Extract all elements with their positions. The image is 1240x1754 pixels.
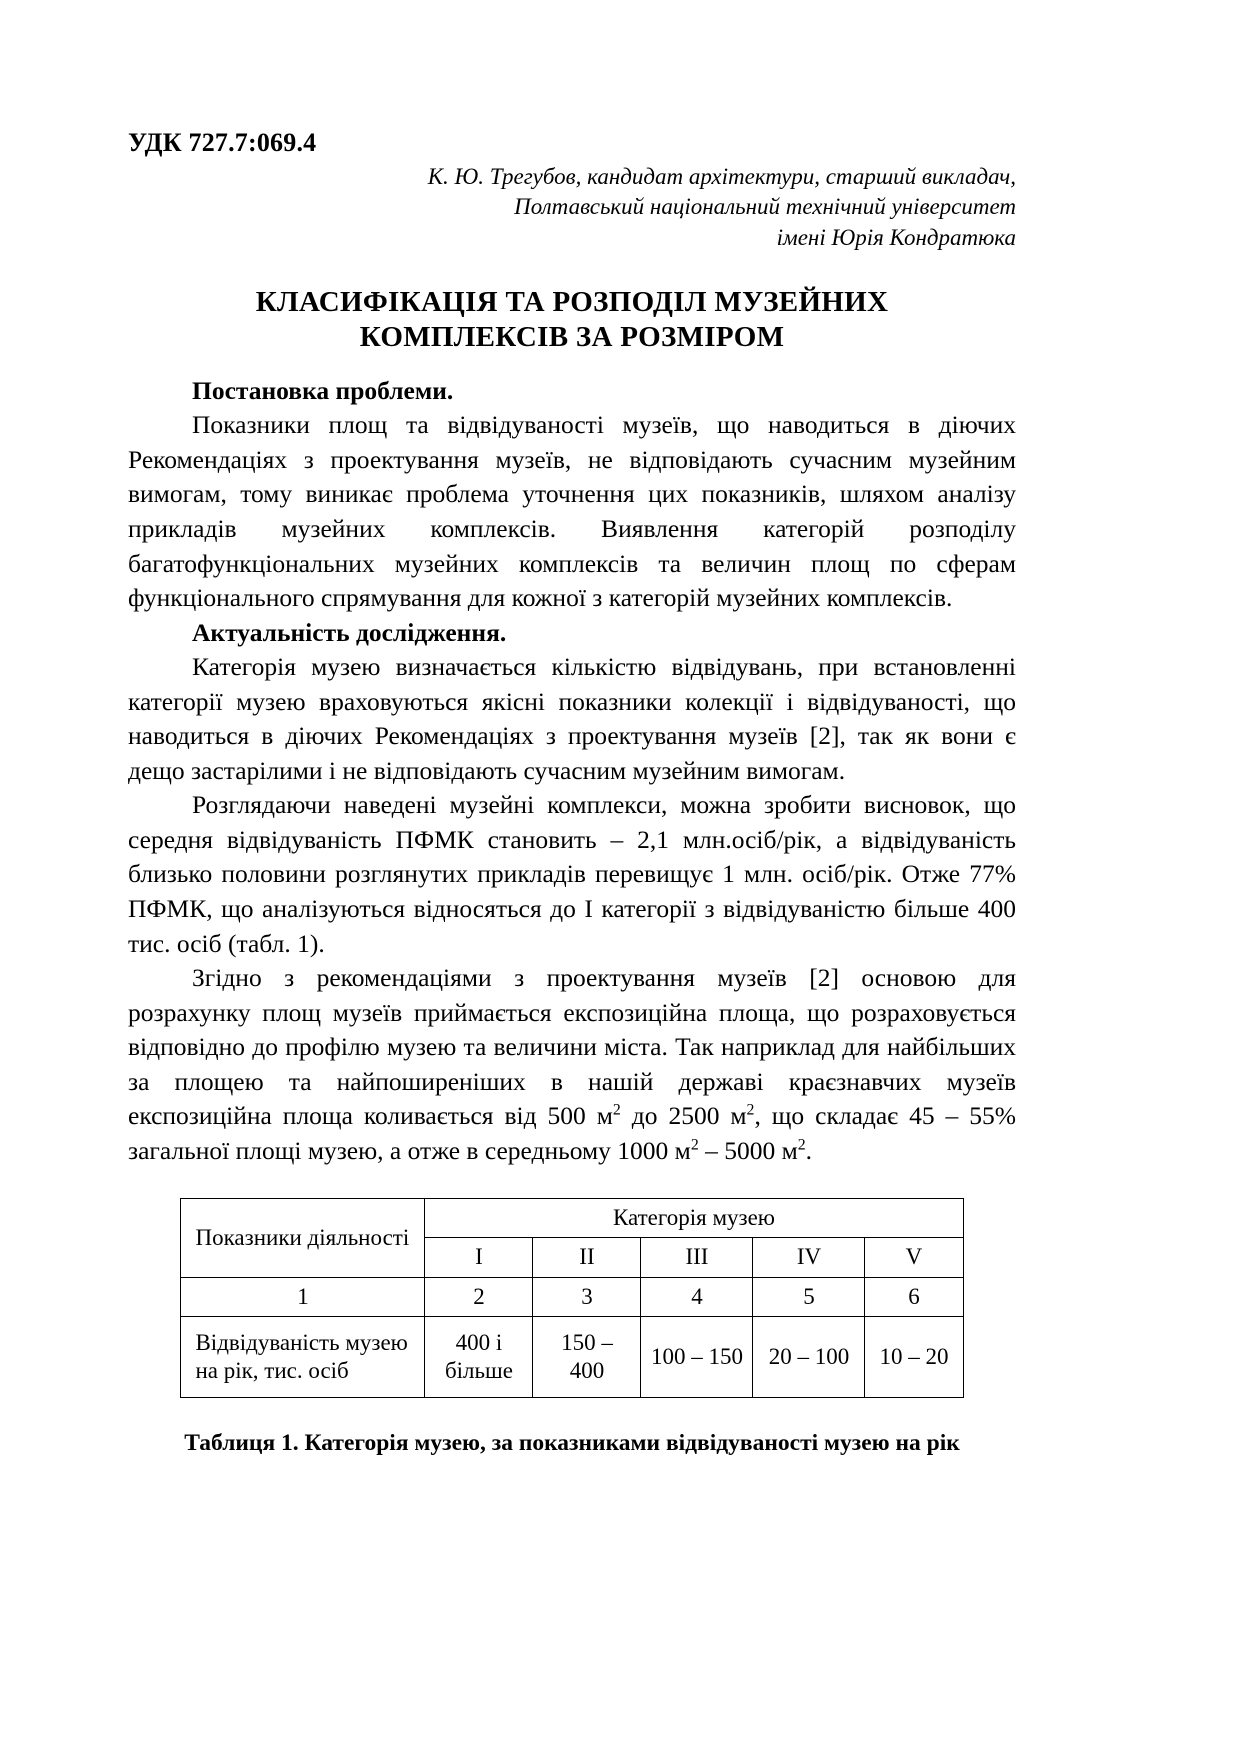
- udc-code: УДК 727.7:069.4: [128, 128, 317, 157]
- areas-superscript-4: 2: [797, 1136, 806, 1154]
- table-cell-number-5: 5: [753, 1277, 865, 1316]
- author-line-1: К. Ю. Трегубов, кандидат архітектури, старший викладач,: [427, 164, 1016, 189]
- areas-superscript-1: 2: [612, 1101, 621, 1119]
- table-cell-number-1: 1: [181, 1277, 425, 1316]
- areas-text-part-1: Згідно з рекомендаціями з проектування музеїв [2] основою для розрахунку площ музеїв приймається експозиційна площа, що розраховується відповідно до профілю музею та величини міста. Так наприклад для найбільших за площею та найпоширеніших в нашій державі краєзнавчих музеїв експозиційна площа коливається від 500 м: [128, 963, 1016, 1131]
- table-row: [181, 1316, 963, 1397]
- section-paragraph-relevance: Категорія музею визначається кількістю відвідувань, при встановленні категорії музею враховуються якісні показники колекції і відвідуваності, що наводиться в діючих Рекомендаціях з проектування музеїв [2], так як вони є дещо застарілими і не відповідають сучасним музейним вимогам.: [128, 652, 1016, 785]
- page-title: [128, 285, 1016, 356]
- table-cell-indicator-attendance: Відвідуваність музею на рік, тис. осіб: [181, 1316, 425, 1397]
- table-cell-attendance-ii: 150 – 400: [533, 1316, 641, 1397]
- section-paragraph-areas: [128, 961, 1016, 1168]
- table-cell-attendance-iii: 100 – 150: [641, 1316, 753, 1397]
- table-header-category-ii: II: [533, 1238, 641, 1277]
- table-header-category-i: I: [425, 1238, 533, 1277]
- table-cell-number-3: 3: [533, 1277, 641, 1316]
- museum-category-table: [180, 1198, 963, 1397]
- section-heading-problem: Постановка проблеми.: [192, 375, 454, 405]
- areas-text-part-2: до 2500 м: [620, 1101, 747, 1131]
- author-line-2: Полтавський національний технічний університет: [514, 194, 1016, 220]
- section-paragraph-problem: Показники площ та відвідуваності музеїв, що наводиться в діючих Рекомендаціях з проектування музеїв, не відповідають сучасним музейним вимогам, тому виникає проблема уточнення цих показників, шляхом аналізу прикладів музейних комплексів. Виявлення категорій розподілу багатофункціональних музейних комплексів та величин площ по сферам функціонального спрямування для кожної з категорій музейних комплексів.: [128, 410, 1016, 613]
- areas-text-part-4: – 5000 м: [698, 1135, 798, 1165]
- table-cell-number-2: 2: [425, 1277, 533, 1316]
- table-header-category-group: Категорія музею: [425, 1199, 963, 1238]
- areas-superscript-3: 2: [690, 1136, 699, 1154]
- table-cell-attendance-v: 10 – 20: [865, 1316, 963, 1397]
- author-line-3: імені Юрія Кондратюка: [776, 224, 1016, 250]
- table-cell-attendance-i: 400 і більше: [425, 1316, 533, 1397]
- table-header-category-v: V: [865, 1238, 963, 1277]
- table-cell-number-6: 6: [865, 1277, 963, 1316]
- title-line-1: КЛАСИФІКАЦІЯ ТА РОЗПОДІЛ МУЗЕЙНИХ: [255, 286, 889, 319]
- title-line-2: КОМПЛЕКСІВ ЗА РОЗМІРОМ: [359, 321, 785, 354]
- table-header-category-iii: III: [641, 1238, 753, 1277]
- table-row-numbering: [181, 1277, 963, 1316]
- table-header-row-group: [181, 1199, 963, 1238]
- table-caption: Таблиця 1. Категорія музею, за показниками відвідуваності музею на рік: [184, 1429, 960, 1456]
- section-paragraph-statistics: Розглядаючи наведені музейні комплекси, можна зробити висновок, що середня відвідуваність ПФМК становить – 2,1 млн.осіб/рік, а відвідуваність близько половини розглянутих прикладів перевищує 1 млн. осіб/рік. Отже 77% ПФМК, що аналізуються відносяться до I категорії з відвідуваністю більше 400 тис. осіб (табл. 1).: [128, 790, 1016, 958]
- author-block: [128, 162, 1016, 253]
- section-heading-relevance: Актуальність дослідження.: [192, 617, 507, 647]
- page-content: [128, 128, 1016, 1458]
- areas-text-part-3: , що складає 45 – 55% загальної площі музею, а отже в середньому 1000 м: [128, 1101, 1016, 1165]
- table-header-category-iv: IV: [753, 1238, 865, 1277]
- table-header-indicator: Показники діяльності: [181, 1199, 425, 1277]
- areas-text-part-5: .: [805, 1135, 813, 1165]
- table-cell-attendance-iv: 20 – 100: [753, 1316, 865, 1397]
- areas-superscript-2: 2: [746, 1101, 755, 1119]
- table-cell-number-4: 4: [641, 1277, 753, 1316]
- table-container: [128, 1198, 1016, 1397]
